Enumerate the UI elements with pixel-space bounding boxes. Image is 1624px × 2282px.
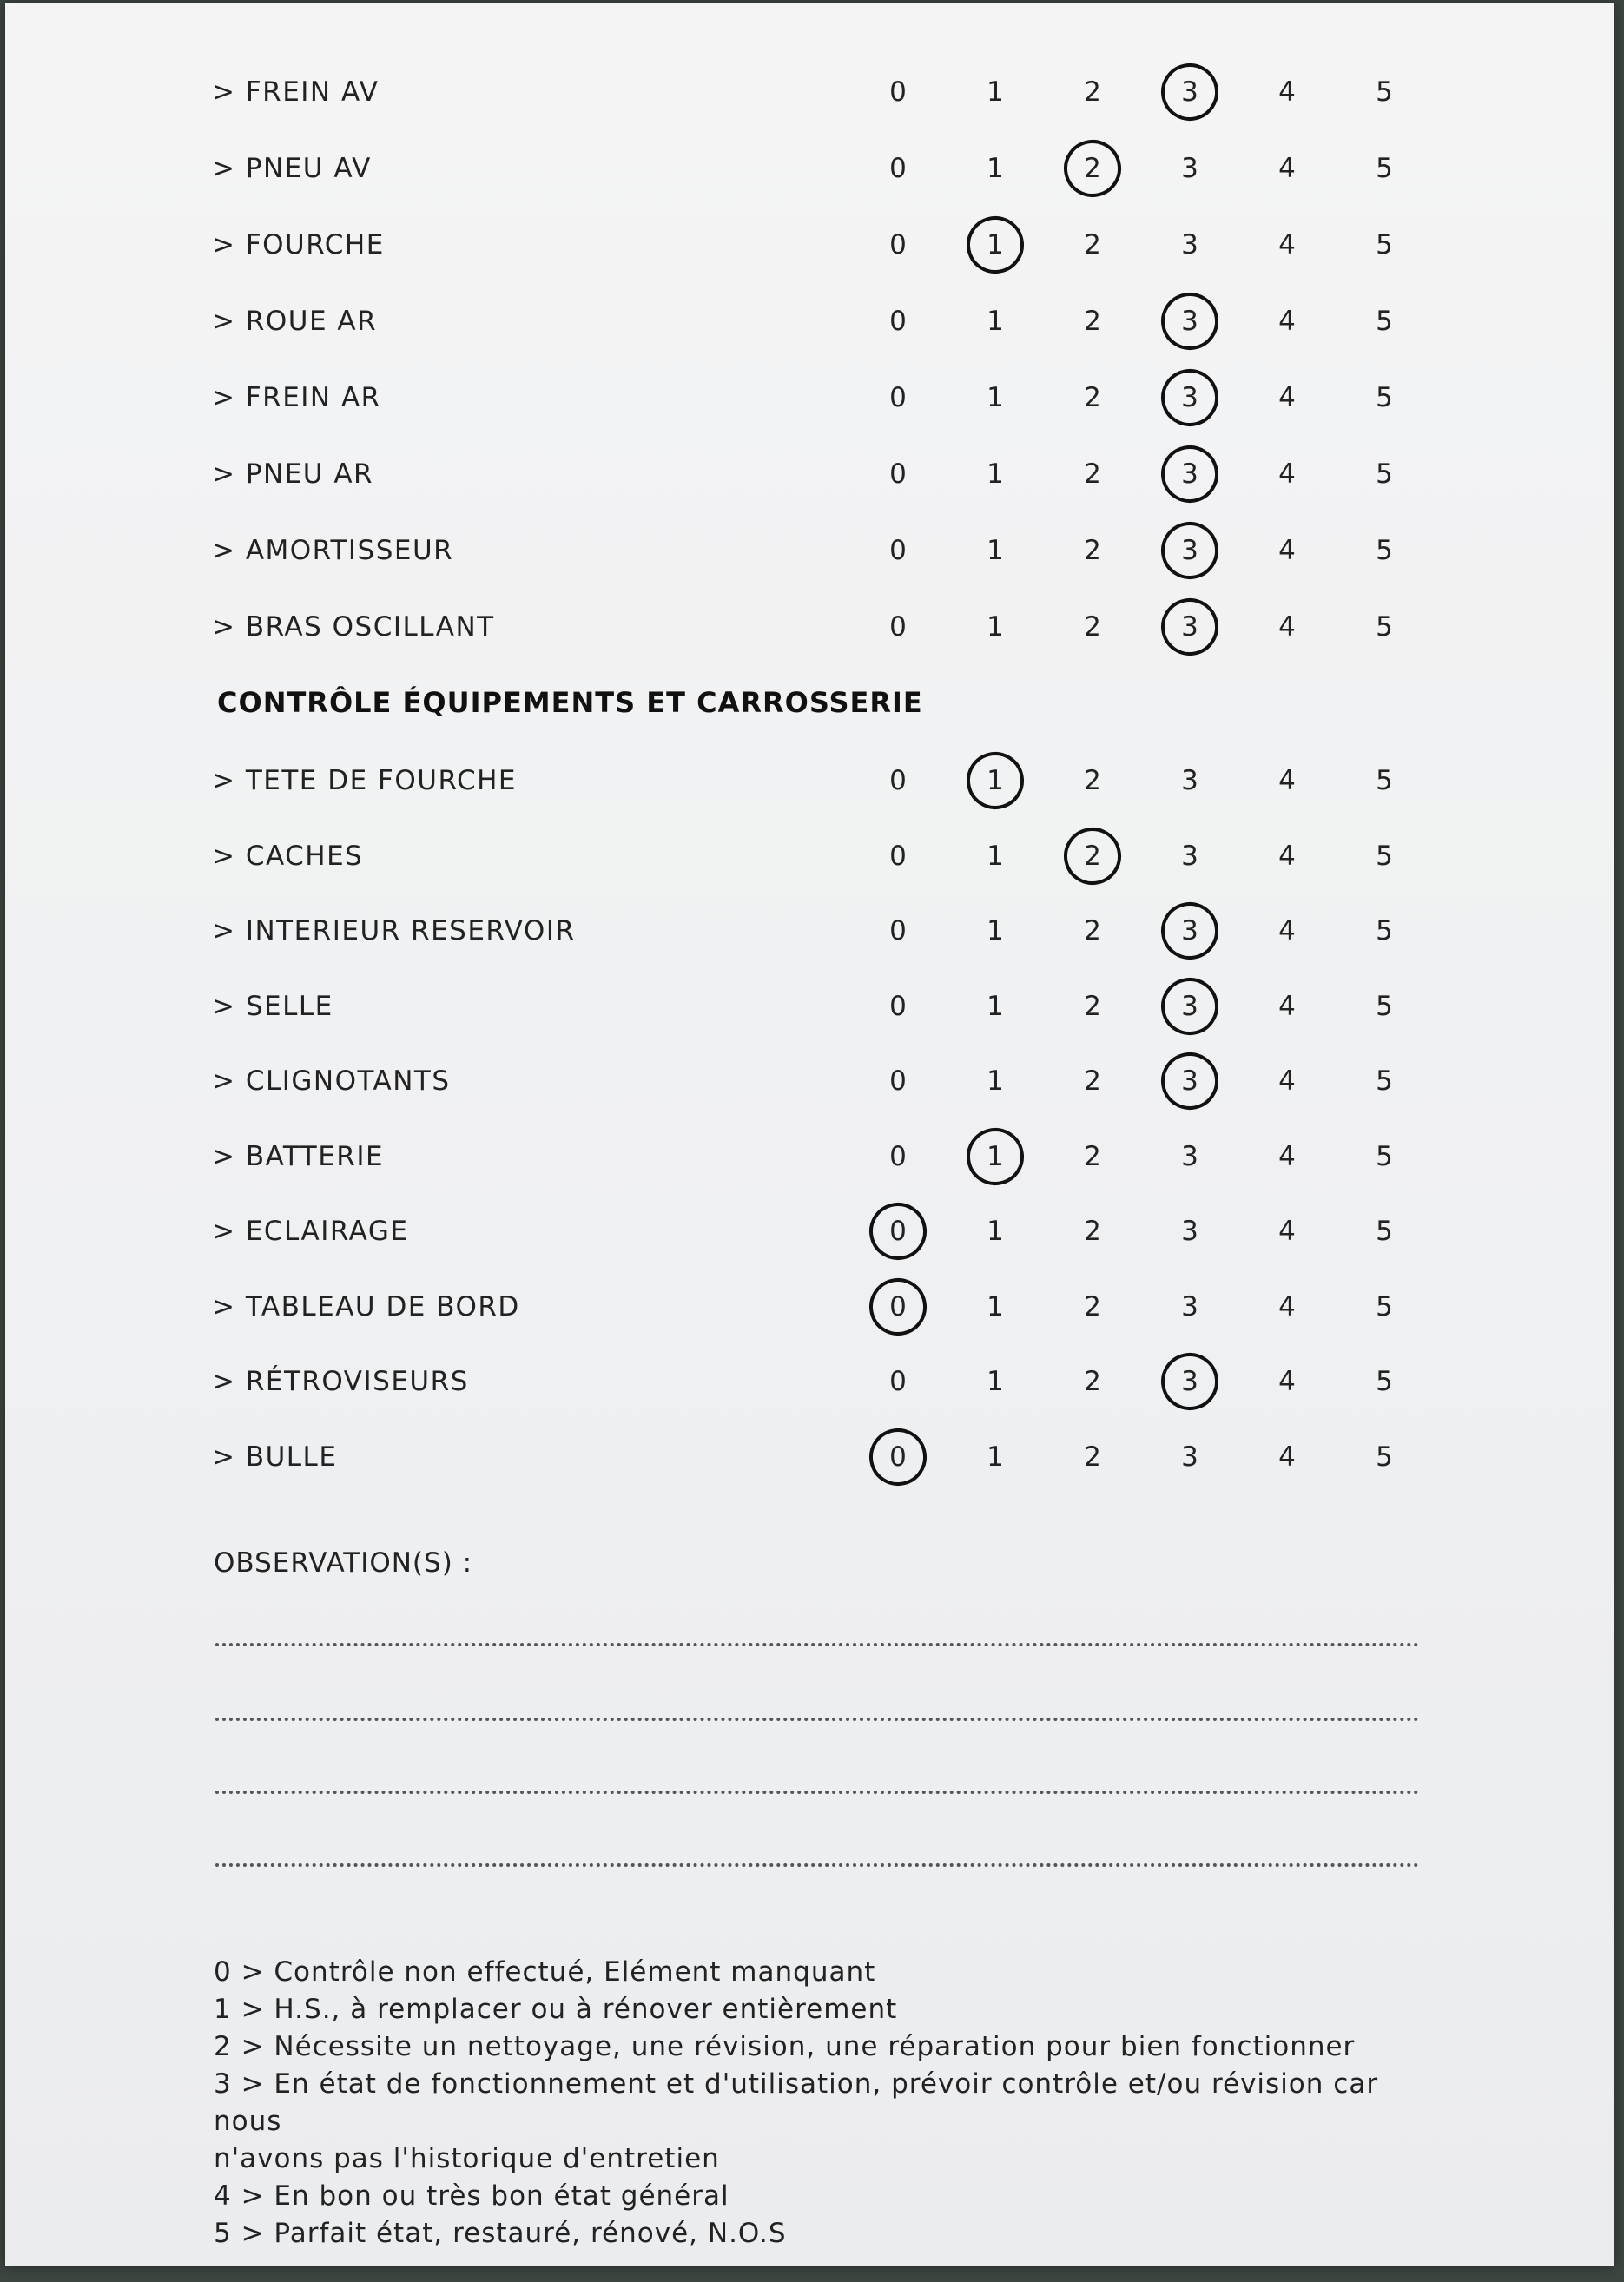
score-option[interactable]: 3 bbox=[1181, 153, 1198, 184]
score-option[interactable]: 2 bbox=[1084, 1441, 1101, 1473]
score-option[interactable]: 4 bbox=[1278, 535, 1296, 566]
score-option-selected[interactable]: 3 bbox=[1164, 1065, 1216, 1097]
checklist-row bbox=[5, 287, 1614, 356]
score-option[interactable]: 5 bbox=[1376, 765, 1393, 796]
inspection-sheet bbox=[5, 3, 1614, 2266]
score-option[interactable]: 0 bbox=[889, 1140, 907, 1172]
score-option[interactable]: 2 bbox=[1084, 765, 1101, 796]
checklist-row bbox=[5, 592, 1614, 662]
score-option[interactable]: 0 bbox=[889, 535, 907, 566]
checklist-row bbox=[5, 1046, 1614, 1116]
score-option[interactable]: 2 bbox=[1084, 1140, 1101, 1172]
score-option[interactable]: 5 bbox=[1376, 229, 1393, 261]
legend-line: 0 > Contrôle non effectué, Elément manquant bbox=[214, 1956, 876, 1988]
score-option[interactable]: 1 bbox=[987, 458, 1004, 490]
score-option-selected[interactable]: 3 bbox=[1164, 611, 1216, 643]
checklist-row bbox=[5, 972, 1614, 1041]
legend-line: 5 > Parfait état, restauré, rénové, N.O.S bbox=[214, 2218, 787, 2249]
score-option-selected[interactable]: 3 bbox=[1164, 382, 1216, 413]
observations-label: OBSERVATION(S) : bbox=[214, 1547, 473, 1579]
checklist-row bbox=[5, 1272, 1614, 1342]
score-option[interactable]: 0 bbox=[889, 990, 907, 1022]
score-option[interactable]: 4 bbox=[1278, 611, 1296, 643]
score-option[interactable]: 3 bbox=[1181, 1216, 1198, 1247]
score-option[interactable]: 0 bbox=[889, 1065, 907, 1097]
score-option[interactable]: 0 bbox=[889, 306, 907, 337]
checklist-row bbox=[5, 134, 1614, 203]
row-label: > PNEU AV bbox=[212, 153, 372, 184]
row-label: > FOURCHE bbox=[212, 229, 385, 261]
score-option[interactable]: 5 bbox=[1376, 1366, 1393, 1397]
score-option[interactable]: 1 bbox=[987, 1216, 1004, 1247]
score-option[interactable]: 3 bbox=[1181, 840, 1198, 872]
score-option[interactable]: 3 bbox=[1181, 765, 1198, 796]
rating-legend bbox=[214, 1954, 1447, 2252]
score-option-selected[interactable]: 3 bbox=[1164, 76, 1216, 108]
score-option[interactable]: 2 bbox=[1084, 458, 1101, 490]
checklist-row bbox=[5, 746, 1614, 815]
score-option[interactable]: 4 bbox=[1278, 306, 1296, 337]
score-option[interactable]: 1 bbox=[987, 915, 1004, 946]
score-option[interactable]: 2 bbox=[1084, 1065, 1101, 1097]
score-option[interactable]: 2 bbox=[1084, 306, 1101, 337]
score-option[interactable]: 4 bbox=[1278, 990, 1296, 1022]
score-option[interactable]: 5 bbox=[1376, 306, 1393, 337]
score-option[interactable]: 4 bbox=[1278, 915, 1296, 946]
score-option[interactable]: 0 bbox=[889, 1366, 907, 1397]
score-option[interactable]: 0 bbox=[889, 840, 907, 872]
score-option[interactable]: 4 bbox=[1278, 1065, 1296, 1097]
score-option[interactable]: 4 bbox=[1278, 382, 1296, 413]
score-option-selected[interactable]: 0 bbox=[872, 1441, 924, 1473]
checklist-row bbox=[5, 57, 1614, 127]
score-option[interactable]: 4 bbox=[1278, 153, 1296, 184]
score-option[interactable]: 1 bbox=[987, 1441, 1004, 1473]
row-label: > BRAS OSCILLANT bbox=[212, 611, 495, 643]
score-option-selected[interactable]: 3 bbox=[1164, 915, 1216, 946]
score-option[interactable]: 1 bbox=[987, 1290, 1004, 1322]
score-option[interactable]: 0 bbox=[889, 76, 907, 108]
score-option[interactable]: 1 bbox=[987, 1366, 1004, 1397]
score-option-selected[interactable]: 0 bbox=[872, 1291, 924, 1322]
score-option[interactable]: 4 bbox=[1278, 76, 1296, 108]
score-option[interactable]: 5 bbox=[1376, 611, 1393, 643]
score-option[interactable]: 0 bbox=[889, 229, 907, 261]
score-option[interactable]: 4 bbox=[1278, 458, 1296, 490]
row-label: > TABLEAU DE BORD bbox=[212, 1290, 520, 1322]
score-option[interactable]: 3 bbox=[1181, 1441, 1198, 1473]
score-option[interactable]: 4 bbox=[1278, 1366, 1296, 1397]
score-option[interactable]: 1 bbox=[987, 153, 1004, 184]
row-label: > RÉTROVISEURS bbox=[212, 1366, 469, 1397]
score-option[interactable]: 5 bbox=[1376, 1216, 1393, 1247]
score-option[interactable]: 0 bbox=[889, 915, 907, 946]
row-label: > FREIN AV bbox=[212, 76, 380, 108]
score-option[interactable]: 2 bbox=[1084, 1366, 1101, 1397]
score-option[interactable]: 5 bbox=[1376, 1065, 1393, 1097]
score-option[interactable]: 5 bbox=[1376, 382, 1393, 413]
score-option[interactable]: 4 bbox=[1278, 765, 1296, 796]
score-option[interactable]: 5 bbox=[1376, 840, 1393, 872]
score-option[interactable]: 2 bbox=[1084, 76, 1101, 108]
score-option[interactable]: 2 bbox=[1084, 990, 1101, 1022]
row-label: > TETE DE FOURCHE bbox=[212, 765, 517, 796]
row-label: > ECLAIRAGE bbox=[212, 1216, 409, 1247]
score-option[interactable]: 0 bbox=[889, 611, 907, 643]
score-option[interactable]: 4 bbox=[1278, 1290, 1296, 1322]
score-option[interactable]: 3 bbox=[1181, 229, 1198, 261]
checklist-row bbox=[5, 896, 1614, 966]
score-option-selected[interactable]: 3 bbox=[1164, 306, 1216, 337]
legend-line: 3 > En état de fonctionnement et d'utilisation, prévoir contrôle et/ou révision car nous bbox=[214, 2068, 1379, 2137]
score-option-selected[interactable]: 1 bbox=[969, 1141, 1021, 1172]
score-option[interactable]: 1 bbox=[987, 382, 1004, 413]
score-option[interactable]: 5 bbox=[1376, 153, 1393, 184]
observation-line[interactable] bbox=[215, 1791, 1419, 1794]
checklist-row bbox=[5, 1422, 1614, 1492]
score-option[interactable]: 2 bbox=[1084, 229, 1101, 261]
score-option[interactable]: 3 bbox=[1181, 1290, 1198, 1322]
score-option[interactable]: 2 bbox=[1084, 1216, 1101, 1247]
score-option[interactable]: 2 bbox=[1084, 611, 1101, 643]
score-option[interactable]: 5 bbox=[1376, 1140, 1393, 1172]
score-option[interactable]: 1 bbox=[987, 535, 1004, 566]
score-option[interactable]: 5 bbox=[1376, 76, 1393, 108]
score-option-selected[interactable]: 0 bbox=[872, 1216, 924, 1247]
legend-line: n'avons pas l'historique d'entretien bbox=[214, 2143, 720, 2174]
score-option[interactable]: 5 bbox=[1376, 1441, 1393, 1473]
score-option-selected[interactable]: 3 bbox=[1164, 1366, 1216, 1397]
row-label: > CACHES bbox=[212, 840, 364, 872]
score-option-selected[interactable]: 2 bbox=[1066, 841, 1119, 872]
score-option[interactable]: 1 bbox=[987, 990, 1004, 1022]
row-label: > BULLE bbox=[212, 1441, 338, 1473]
score-option[interactable]: 5 bbox=[1376, 915, 1393, 946]
legend-line: 1 > H.S., à remplacer ou à rénover entièrement bbox=[214, 1994, 898, 2025]
score-option[interactable]: 0 bbox=[889, 153, 907, 184]
score-option[interactable]: 4 bbox=[1278, 840, 1296, 872]
score-option[interactable]: 1 bbox=[987, 306, 1004, 337]
score-option[interactable]: 2 bbox=[1084, 382, 1101, 413]
score-option[interactable]: 5 bbox=[1376, 1290, 1393, 1322]
row-label: > CLIGNOTANTS bbox=[212, 1065, 451, 1097]
score-option-selected[interactable]: 3 bbox=[1164, 991, 1216, 1022]
checklist-row bbox=[5, 210, 1614, 280]
score-option[interactable]: 2 bbox=[1084, 915, 1101, 946]
score-option[interactable]: 2 bbox=[1084, 535, 1101, 566]
checklist-row bbox=[5, 1347, 1614, 1416]
row-label: > AMORTISSEUR bbox=[212, 535, 454, 566]
score-option[interactable]: 4 bbox=[1278, 229, 1296, 261]
score-option-selected[interactable]: 3 bbox=[1164, 458, 1216, 490]
score-option[interactable]: 1 bbox=[987, 1065, 1004, 1097]
score-option-selected[interactable]: 1 bbox=[969, 765, 1021, 796]
score-option[interactable]: 0 bbox=[889, 765, 907, 796]
row-label: > FREIN AR bbox=[212, 382, 381, 413]
checklist-row bbox=[5, 1122, 1614, 1191]
row-label: > BATTERIE bbox=[212, 1140, 385, 1172]
row-label: > INTERIEUR RESERVOIR bbox=[212, 915, 576, 946]
section-heading: CONTRÔLE ÉQUIPEMENTS ET CARROSSERIE bbox=[217, 686, 923, 719]
score-option[interactable]: 4 bbox=[1278, 1441, 1296, 1473]
score-option-selected[interactable]: 1 bbox=[969, 229, 1021, 261]
checklist-row bbox=[5, 363, 1614, 432]
score-option[interactable]: 1 bbox=[987, 840, 1004, 872]
checklist-row bbox=[5, 821, 1614, 891]
score-option[interactable]: 1 bbox=[987, 611, 1004, 643]
score-option[interactable]: 5 bbox=[1376, 458, 1393, 490]
legend-line: 2 > Nécessite un nettoyage, une révision, une réparation pour bien fonctionner bbox=[214, 2031, 1356, 2062]
score-option[interactable]: 5 bbox=[1376, 990, 1393, 1022]
score-option[interactable]: 0 bbox=[889, 458, 907, 490]
legend-line: 4 > En bon ou très bon état général bbox=[214, 2180, 729, 2212]
score-option-selected[interactable]: 3 bbox=[1164, 535, 1216, 566]
row-label: > SELLE bbox=[212, 990, 333, 1022]
score-option[interactable]: 4 bbox=[1278, 1216, 1296, 1247]
score-option[interactable]: 4 bbox=[1278, 1140, 1296, 1172]
score-option-selected[interactable]: 2 bbox=[1066, 153, 1119, 184]
score-option[interactable]: 2 bbox=[1084, 1290, 1101, 1322]
score-option[interactable]: 0 bbox=[889, 382, 907, 413]
checklist-row bbox=[5, 439, 1614, 509]
row-label: > PNEU AR bbox=[212, 458, 374, 490]
checklist-row bbox=[5, 1197, 1614, 1266]
score-option[interactable]: 1 bbox=[987, 76, 1004, 108]
observation-line[interactable] bbox=[215, 1643, 1419, 1646]
observation-line[interactable] bbox=[215, 1718, 1419, 1721]
checklist-row bbox=[5, 516, 1614, 585]
score-option[interactable]: 5 bbox=[1376, 535, 1393, 566]
row-label: > ROUE AR bbox=[212, 306, 378, 337]
score-option[interactable]: 3 bbox=[1181, 1140, 1198, 1172]
observation-line[interactable] bbox=[215, 1863, 1419, 1867]
